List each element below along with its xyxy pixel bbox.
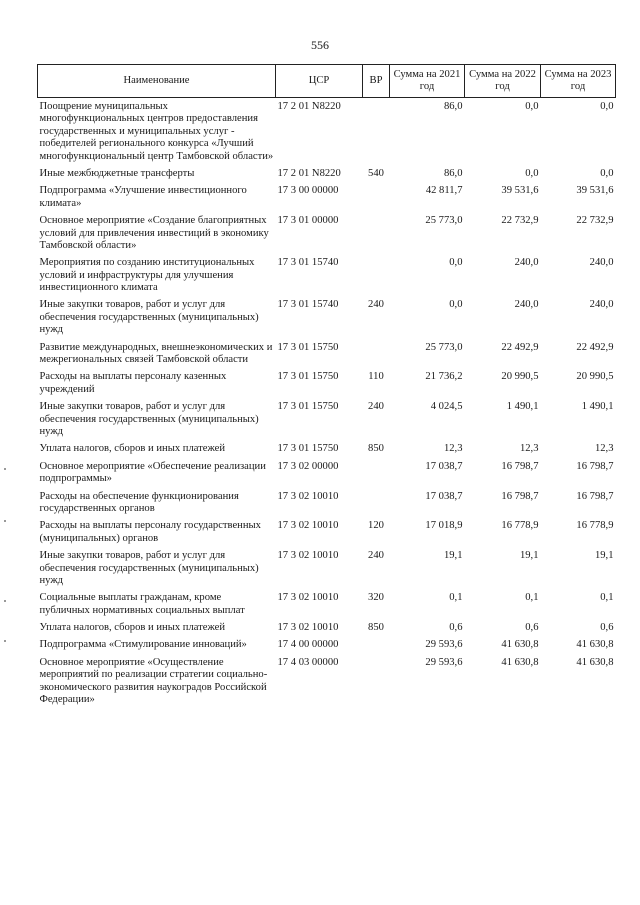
- cell-vr: 240: [368, 299, 384, 311]
- page-number: 556: [311, 38, 329, 52]
- scan-speck: [4, 600, 6, 602]
- cell-csr: 17 3 01 15750: [277, 401, 339, 413]
- cell-sum-2021: 17 038,7: [425, 460, 463, 472]
- cell-sum-2022: 0,0: [525, 101, 539, 112]
- cell-sum-2023: 41 630,8: [576, 656, 614, 668]
- table-row: [38, 550, 616, 592]
- cell-sum-2022: 12,3: [519, 443, 539, 455]
- cell-sum-2021: 0,0: [449, 299, 463, 311]
- cell-sum-2022: 19,1: [519, 550, 539, 562]
- cell-sum-2021: 17 018,9: [425, 520, 463, 532]
- table-row: [38, 257, 616, 299]
- cell-vr: 240: [368, 550, 384, 562]
- cell-csr: 17 2 01 N8220: [277, 167, 341, 179]
- cell-name: Уплата налогов, сборов и иных платежей: [39, 443, 226, 455]
- cell-sum-2021: 12,3: [443, 443, 463, 455]
- cell-csr: 17 3 02 10010: [277, 520, 339, 532]
- scan-speck: [4, 640, 6, 642]
- cell-sum-2021: 4 024,5: [430, 401, 463, 413]
- cell-csr: 17 3 01 15740: [277, 257, 339, 269]
- cell-name: Иные закупки товаров, работ и услуг для обеспечения государственных (муниципальных) нужд: [39, 299, 259, 336]
- cell-vr: [363, 215, 390, 257]
- cell-sum-2023: 0,1: [600, 592, 614, 604]
- cell-sum-2021: 86,0: [443, 167, 463, 179]
- cell-sum-2021: 86,0: [443, 101, 463, 112]
- cell-sum-2022: 240,0: [514, 257, 539, 269]
- cell-sum-2021: 25 773,0: [425, 215, 463, 227]
- cell-csr: 17 3 01 15750: [277, 443, 339, 455]
- cell-vr: [363, 98, 390, 168]
- cell-sum-2021: 42 811,7: [425, 185, 463, 197]
- cell-sum-2023: 39 531,6: [576, 185, 614, 197]
- cell-vr: 540: [368, 167, 384, 179]
- cell-sum-2021: 17 038,7: [425, 490, 463, 502]
- cell-vr: 850: [368, 443, 384, 455]
- cell-sum-2023: 41 630,8: [576, 639, 614, 651]
- cell-sum-2022: 39 531,6: [501, 185, 539, 197]
- cell-sum-2022: 16 798,7: [501, 460, 539, 472]
- cell-sum-2021: 0,6: [449, 622, 463, 634]
- cell-sum-2022: 240,0: [514, 299, 539, 311]
- cell-sum-2022: 20 990,5: [501, 371, 539, 383]
- cell-vr: 320: [368, 592, 384, 604]
- cell-csr: 17 3 02 00000: [277, 460, 339, 472]
- cell-sum-2023: 0,6: [600, 622, 614, 634]
- cell-csr: 17 4 03 00000: [277, 656, 339, 668]
- cell-csr: 17 3 00 00000: [277, 185, 339, 197]
- cell-name: Основное мероприятие «Обеспечение реализации подпрограммы»: [39, 460, 266, 485]
- cell-name: Основное мероприятие «Создание благоприятных условий для привлечения инвестиций в экономику Тамбовской области»: [39, 215, 269, 251]
- cell-sum-2021: 19,1: [443, 550, 463, 562]
- cell-name: Иные закупки товаров, работ и услуг для обеспечения государственных (муниципальных) нужд: [39, 401, 259, 437]
- cell-vr: [363, 639, 390, 656]
- cell-sum-2023: 240,0: [589, 299, 614, 311]
- cell-sum-2022: 22 732,9: [501, 215, 539, 227]
- cell-name: Иные закупки товаров, работ и услуг для обеспечения государственных (муниципальных) нужд: [39, 550, 259, 586]
- cell-name: Подпрограмма «Стимулирование инноваций»: [39, 639, 247, 651]
- header-sum-2021: Сумма на 2021 год: [390, 65, 465, 98]
- cell-name: Расходы на выплаты персоналу казенных учреждений: [39, 371, 227, 395]
- cell-csr: 17 3 02 10010: [277, 622, 339, 634]
- header-sum-2022: Сумма на 2022 год: [465, 65, 541, 98]
- header-name: Наименование: [38, 65, 276, 98]
- cell-csr: 17 3 01 15750: [277, 341, 339, 353]
- cell-sum-2022: 16 798,7: [501, 490, 539, 502]
- table-row: [38, 639, 616, 656]
- cell-sum-2022: 0,6: [525, 622, 539, 634]
- cell-csr: 17 3 02 10010: [277, 490, 339, 502]
- header-sum-2023: Сумма на 2023 год: [541, 65, 616, 98]
- cell-sum-2021: 0,1: [449, 592, 463, 604]
- table-row: [38, 185, 616, 215]
- header-csr: ЦСР: [276, 65, 363, 98]
- cell-vr: 240: [368, 401, 384, 413]
- cell-sum-2022: 22 492,9: [501, 341, 539, 353]
- cell-vr: [363, 657, 390, 712]
- cell-csr: 17 2 01 N8220: [277, 101, 341, 112]
- table-row: [38, 443, 616, 460]
- cell-vr: 120: [368, 520, 384, 532]
- cell-vr: 850: [368, 622, 384, 634]
- cell-sum-2023: 20 990,5: [576, 371, 614, 383]
- cell-sum-2021: 21 736,2: [425, 371, 463, 383]
- scan-speck: [4, 520, 6, 522]
- cell-vr: [363, 185, 390, 215]
- cell-vr: [363, 257, 390, 299]
- cell-csr: 17 3 02 10010: [277, 550, 339, 562]
- cell-sum-2023: 12,3: [594, 443, 614, 455]
- cell-name: Расходы на выплаты персоналу государственных (муниципальных) органов: [39, 520, 261, 544]
- cell-sum-2023: 19,1: [594, 550, 614, 562]
- table-row: [38, 401, 616, 443]
- cell-sum-2022: 1 490,1: [506, 401, 539, 413]
- cell-csr: 17 3 01 15740: [277, 299, 339, 311]
- table-row: [38, 622, 616, 639]
- cell-sum-2023: 16 798,7: [576, 490, 614, 502]
- cell-sum-2023: 0,0: [600, 101, 614, 112]
- cell-csr: 17 3 02 10010: [277, 592, 339, 604]
- cell-name: Иные межбюджетные трансферты: [39, 167, 195, 179]
- cell-name: Развитие международных, внешнеэкономических и межрегиональных связей Тамбовской области: [39, 341, 273, 366]
- cell-vr: 110: [368, 371, 384, 383]
- cell-sum-2023: 22 732,9: [576, 215, 614, 227]
- cell-name: Подпрограмма «Улучшение инвестиционного климата»: [39, 185, 247, 209]
- cell-sum-2023: 240,0: [589, 257, 614, 269]
- cell-vr: [363, 461, 390, 491]
- table-header: [38, 65, 616, 98]
- table-row: [38, 592, 616, 622]
- table-row: [38, 215, 616, 257]
- cell-sum-2022: 0,0: [525, 167, 539, 179]
- cell-name: Мероприятия по созданию институциональных условий и инфраструктуры для улучшения инвестиционного климата: [39, 257, 255, 294]
- cell-csr: 17 3 01 00000: [277, 215, 339, 227]
- cell-csr: 17 3 01 15750: [277, 371, 339, 383]
- cell-sum-2023: 22 492,9: [576, 341, 614, 353]
- table-row: [38, 342, 616, 372]
- cell-sum-2021: 25 773,0: [425, 341, 463, 353]
- table-row: [38, 168, 616, 185]
- header-vr: ВР: [363, 65, 390, 98]
- cell-sum-2021: 29 593,6: [425, 639, 463, 651]
- cell-name: Социальные выплаты гражданам, кроме публичных нормативных социальных выплат: [39, 592, 245, 616]
- table-row: [38, 461, 616, 491]
- table-row: [38, 657, 616, 712]
- cell-sum-2021: 0,0: [449, 257, 463, 269]
- cell-sum-2022: 16 778,9: [501, 520, 539, 532]
- cell-sum-2023: 16 798,7: [576, 460, 614, 472]
- header-row: [38, 65, 616, 98]
- cell-name: Основное мероприятие «Осуществление мероприятий по реализации стратегии социально-экономического развития наукоградов Российской Федерации»: [39, 656, 268, 706]
- cell-sum-2022: 41 630,8: [501, 639, 539, 651]
- cell-sum-2023: 0,0: [600, 167, 614, 179]
- table-body: [38, 98, 616, 712]
- table-row: [38, 98, 616, 168]
- cell-vr: [363, 342, 390, 372]
- cell-csr: 17 4 00 00000: [277, 639, 339, 651]
- table-row: [38, 520, 616, 550]
- cell-sum-2023: 1 490,1: [581, 401, 614, 413]
- cell-name: Поощрение муниципальных многофункциональных центров предоставления государственных и муниципальных услуг - победителей регионального конкурса «Лучший многофункциональный центр Тамбовской области»: [39, 101, 274, 162]
- table-row: [38, 491, 616, 521]
- cell-sum-2022: 41 630,8: [501, 656, 539, 668]
- cell-name: Расходы на обеспечение функционирования государственных органов: [39, 490, 239, 514]
- cell-vr: [363, 491, 390, 521]
- cell-sum-2023: 16 778,9: [576, 520, 614, 532]
- table-row: [38, 299, 616, 341]
- cell-name: Уплата налогов, сборов и иных платежей: [39, 622, 226, 634]
- scan-speck: [4, 468, 6, 470]
- budget-table: [37, 64, 616, 711]
- cell-sum-2021: 29 593,6: [425, 656, 463, 668]
- table-row: [38, 371, 616, 401]
- cell-sum-2022: 0,1: [525, 592, 539, 604]
